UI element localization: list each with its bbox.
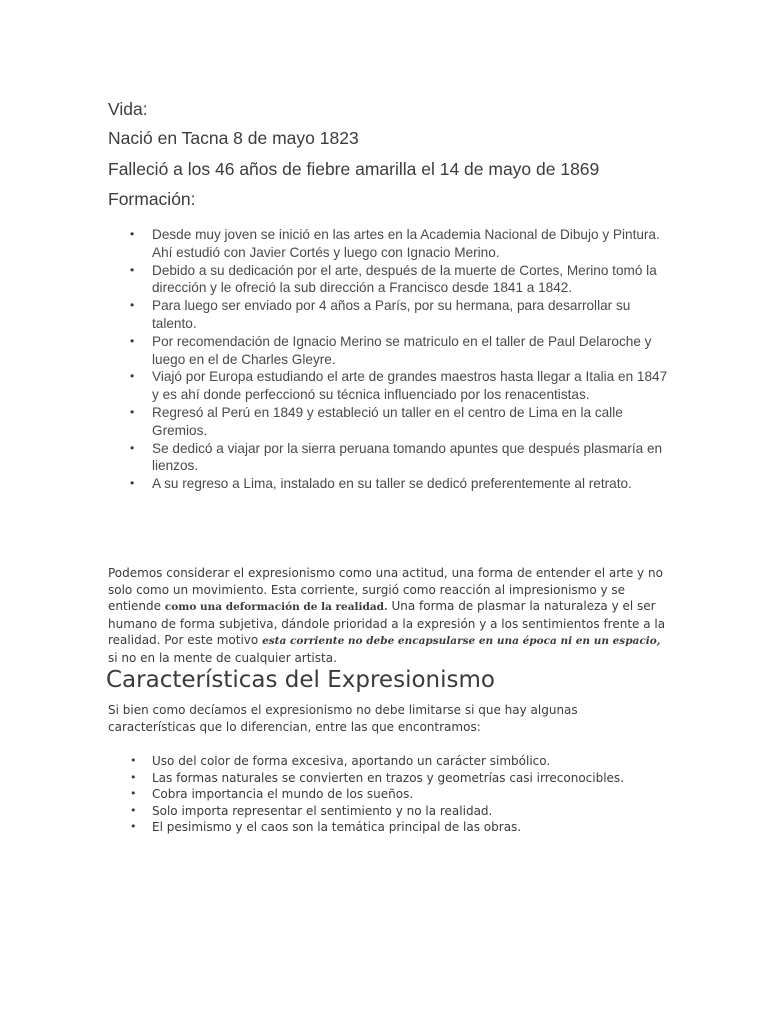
- emphasis-corriente: esta corriente no debe encapsularse en una época ni en un espacio,: [262, 635, 661, 648]
- intro-text-3: si no en la mente de cualquier artista.: [108, 650, 337, 665]
- characteristics-intro: Si bien como decíamos el expresionismo no debe limitarse si que hay algunas características que lo diferencian, entre las que encontramos:: [108, 703, 578, 734]
- intro-text-1: Podemos considerar el expresionismo como una actitud, una forma de entender el arte y no solo como un movimiento. Esta corriente, surgió como reacción al impresionismo y se entiende: [108, 566, 663, 614]
- death-line: Falleció a los 46 años de fiebre amarilla el 14 de mayo de 1869: [108, 159, 600, 179]
- intro-text-2: Una forma de plasmar la naturaleza y el ser humano de forma subjetiva, dándole prioridad a la expresión y a los sentimientos frente a la realidad. Por este motivo: [108, 599, 666, 648]
- list-item: • El pesimismo y el caos son la temática principal de las obras.: [130, 819, 650, 836]
- list-item: • Por recomendación de Ignacio Merino se matriculo en el taller de Paul Delaroche y luego en el de Charles Gleyre.: [130, 333, 670, 369]
- list-item: • Uso del color de forma excesiva, aportando un carácter simbólico.: [130, 753, 650, 770]
- expresionismo-intro-paragraph: [108, 565, 668, 667]
- list-item: • Para luego ser enviado por 4 años a París, por su hermana, para desarrollar su talento.: [130, 297, 670, 333]
- emphasis-deformacion: como una deformación de la realidad.: [164, 601, 388, 614]
- list-item: • Viajó por Europa estudiando el arte de grandes maestros hasta llegar a Italia en 1847 y es ahí donde perfeccionó su técnica influenciado por los renacentistas.: [130, 368, 670, 404]
- vida-heading: Vida:: [108, 99, 148, 119]
- list-item: • Se dedicó a viajar por la sierra peruana tomando apuntes que después plasmaría en lienzos.: [130, 440, 670, 476]
- list-item: • Desde muy joven se inició en las artes en la Academia Nacional de Dibujo y Pintura. Ahí estudió con Javier Cortés y luego con Ignacio Merino.: [130, 226, 670, 262]
- section-title: Características del Expresionismo: [106, 667, 495, 693]
- birth-line: Nació en Tacna 8 de mayo 1823: [108, 128, 359, 148]
- list-item: • Solo importa representar el sentimiento y no la realidad.: [130, 803, 650, 820]
- list-item: • A su regreso a Lima, instalado en su taller se dedicó preferentemente al retrato.: [130, 475, 670, 493]
- list-item: • Las formas naturales se convierten en trazos y geometrías casi irreconocibles.: [130, 770, 650, 787]
- list-item: • Regresó al Perú en 1849 y estableció un taller en el centro de Lima en la calle Gremios.: [130, 404, 670, 440]
- characteristics-list: [130, 753, 650, 836]
- formacion-heading: Formación:: [108, 189, 196, 209]
- list-item: • Cobra importancia el mundo de los sueños.: [130, 786, 650, 803]
- list-item: • Debido a su dedicación por el arte, después de la muerte de Cortes, Merino tomó la dirección y le ofreció la sub dirección a Francisco desde 1841 a 1842.: [130, 262, 670, 298]
- formacion-list: [130, 226, 670, 493]
